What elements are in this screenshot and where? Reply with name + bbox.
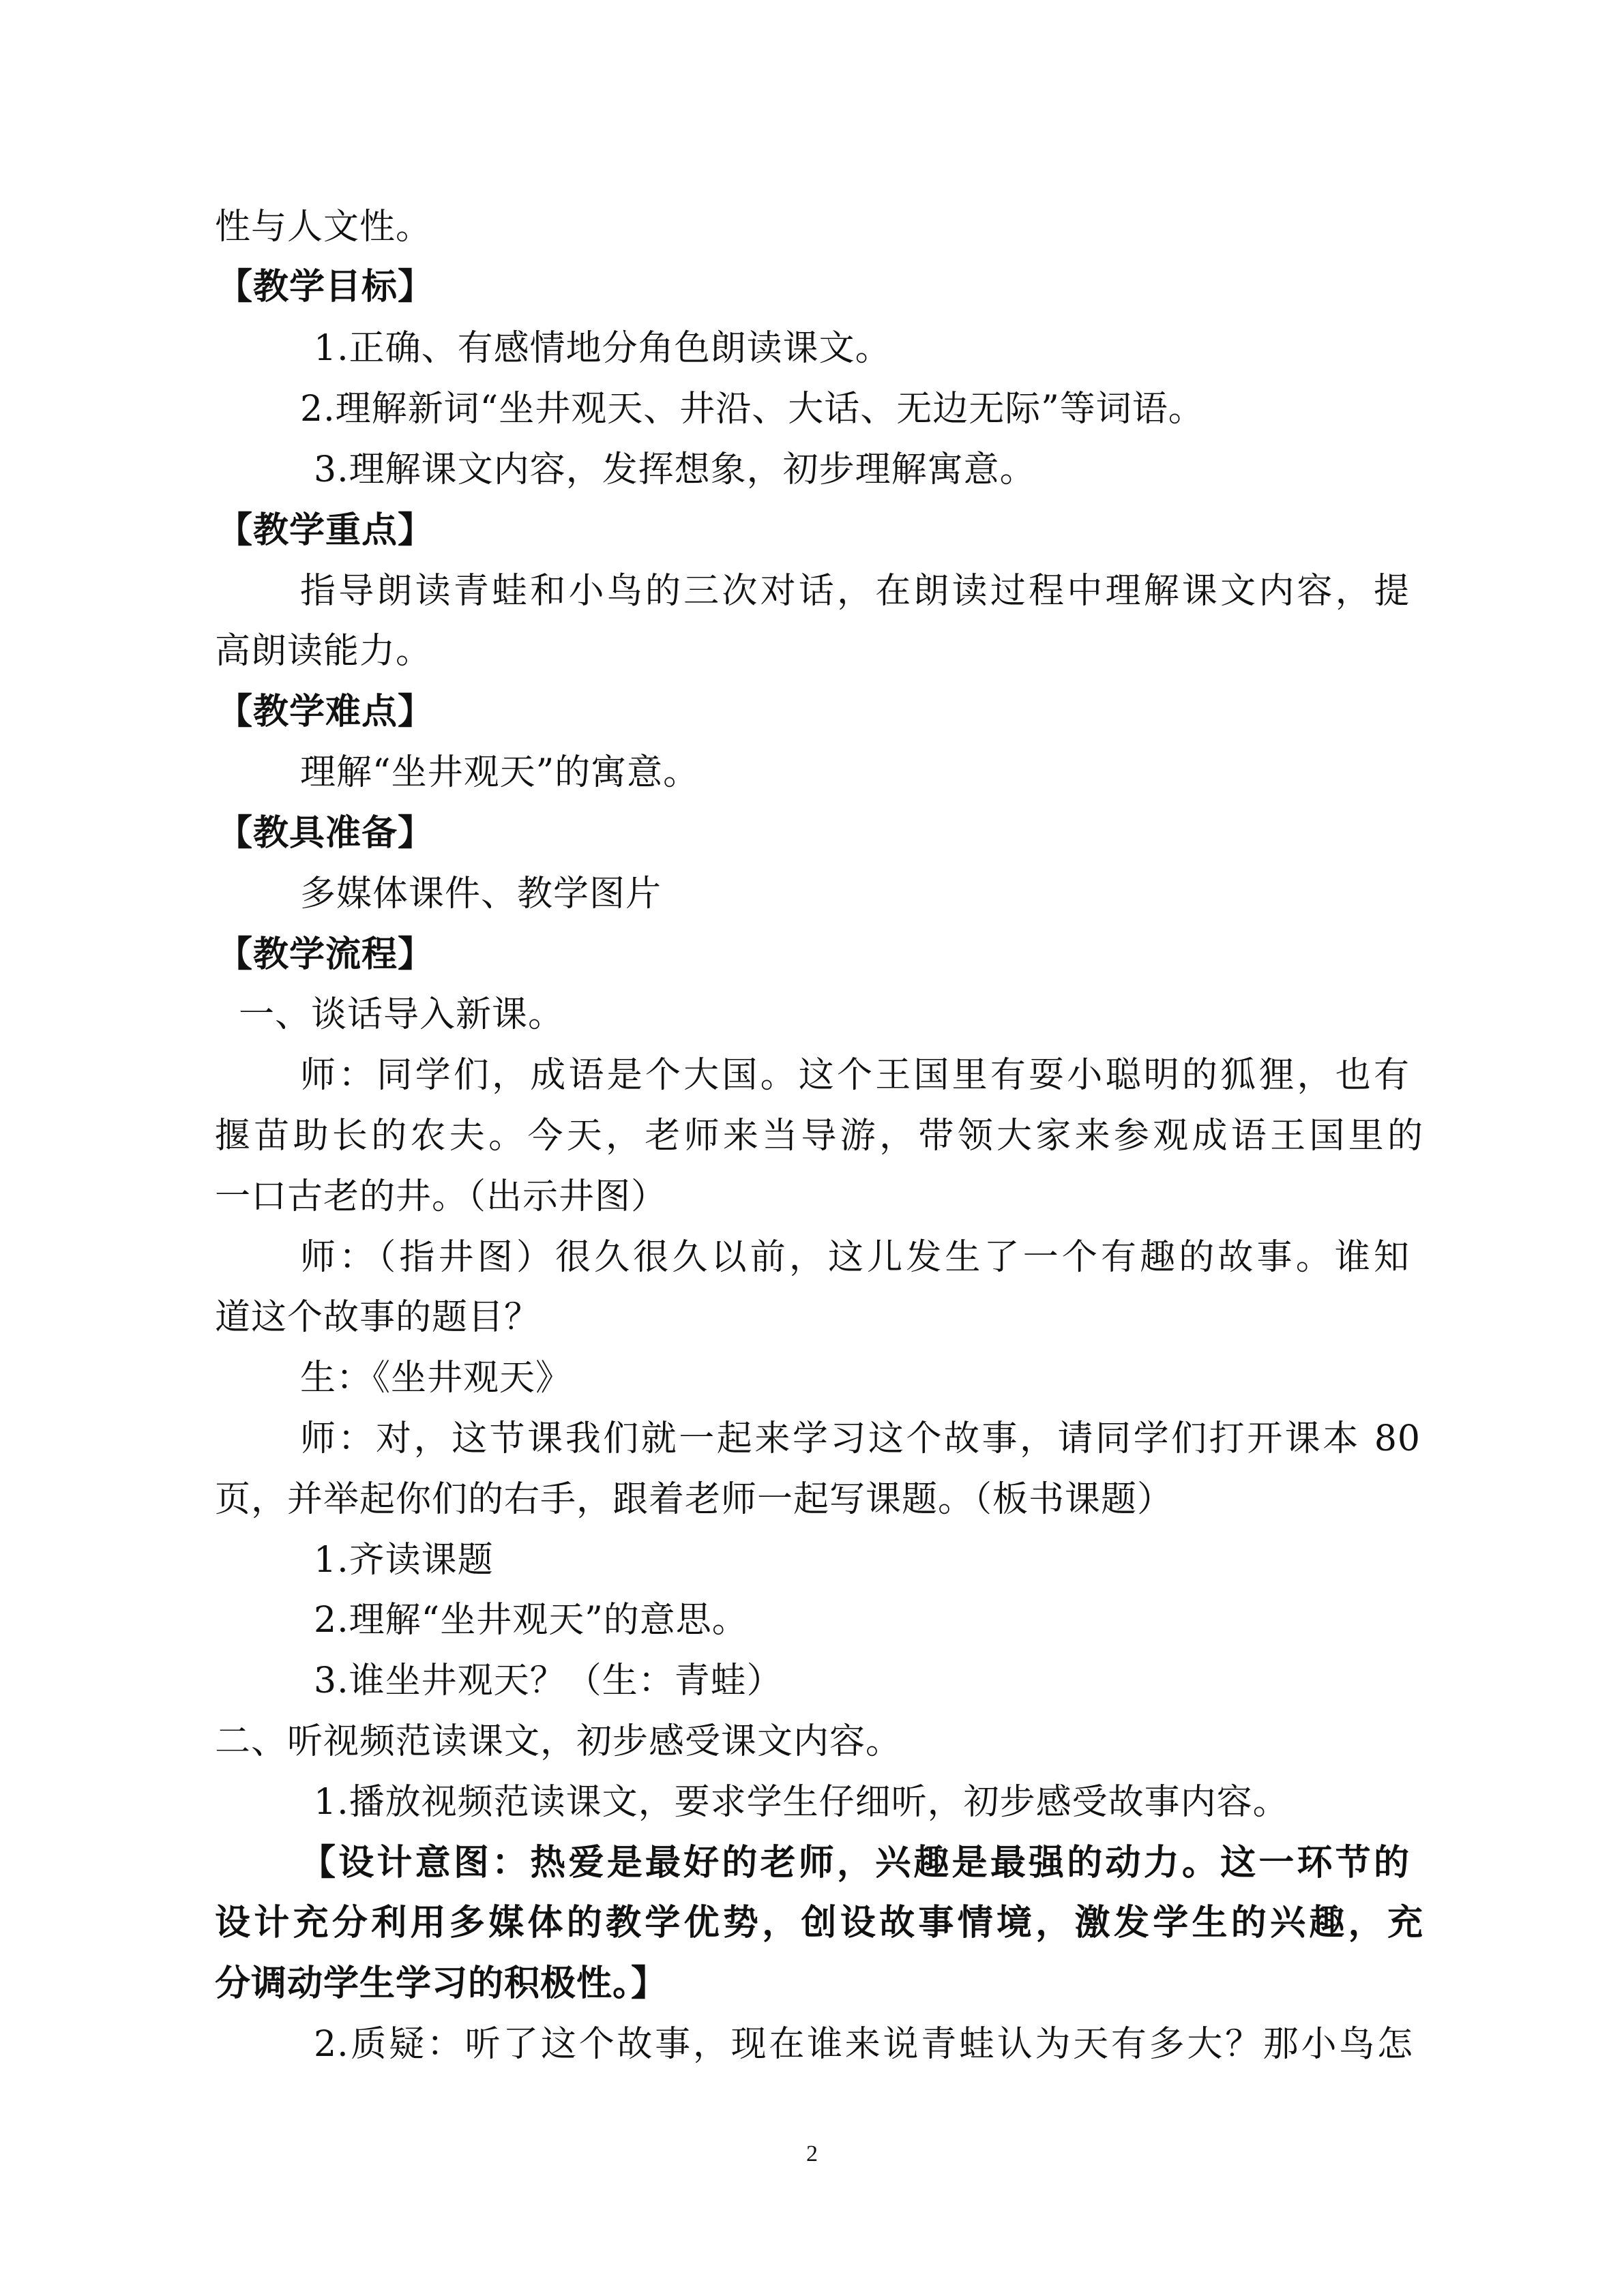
design-intent-line: 分调动学生学习的积极性。】 [215,1963,668,2004]
subsection-heading: 一、谈话导入新课。 [239,994,565,1035]
design-intent-line: 【设计意图：热爱是最好的老师，兴趣是最强的动力。这一环节的 [300,1842,1410,1883]
paragraph-line: 师：同学们，成语是个大国。这个王国里有耍小聪明的狐狸，也有 [300,1055,1410,1096]
paragraph-line: 师：（指井图）很久很久以前，这儿发生了一个有趣的故事。谁知 [300,1237,1410,1278]
page-number: 2 [806,2141,818,2166]
section-heading-materials: 【教具准备】 [217,812,434,854]
list-item: 2.理解新词“坐井观天、井沿、大话、无边无际”等词语。 [300,389,1205,430]
section-heading-objectives: 【教学目标】 [217,266,434,308]
paragraph-line: 指导朗读青蛙和小鸟的三次对话，在朗读过程中理解课文内容，提 [300,571,1410,612]
list-item: 3.谁坐井观天？（生：青蛙） [314,1660,783,1701]
list-item: 3.理解课文内容，发挥想象，初步理解寓意。 [314,449,1036,490]
list-item: 2.质疑：听了这个故事，现在谁来说青蛙认为天有多大？那小鸟怎 [314,2024,1413,2065]
section-heading-difficulties: 【教学难点】 [217,691,434,732]
section-heading-key-points: 【教学重点】 [217,509,434,551]
subsection-heading: 二、听视频范读课文，初步感受课文内容。 [215,1721,902,1762]
paragraph-line: 道这个故事的题目？ [215,1297,541,1338]
section-heading-process: 【教学流程】 [217,934,434,975]
paragraph-line: 师：对，这节课我们就一起来学习这个故事，请同学们打开课本 80 [300,1418,1421,1459]
list-item: 1.正确、有感情地分角色朗读课文。 [314,328,891,369]
list-item: 1.播放视频范读课文，要求学生仔细听，初步感受故事内容。 [314,1782,1289,1823]
design-intent-line: 设计充分利用多媒体的教学优势，创设故事情境，激发学生的兴趣，充 [215,1902,1423,1943]
paragraph-line: 性与人文性。 [215,207,432,248]
list-item: 2.理解“坐井观天”的意思。 [314,1600,748,1641]
paragraph-line: 多媒体课件、教学图片 [300,874,662,914]
paragraph-line: 页，并举起你们的右手，跟着老师一起写课题。（板书课题） [215,1479,1174,1520]
paragraph-line: 生：《坐井观天》 [300,1358,572,1399]
paragraph-line: 理解“坐井观天”的寓意。 [300,752,700,793]
list-item: 1.齐读课题 [314,1540,494,1581]
paragraph-line: 高朗读能力。 [215,631,432,672]
paragraph-line: 一口古老的井。（出示井图） [215,1176,668,1217]
paragraph-line: 揠苗助长的农夫。今天，老师来当导游，带领大家来参观成语王国里的 [215,1116,1423,1157]
